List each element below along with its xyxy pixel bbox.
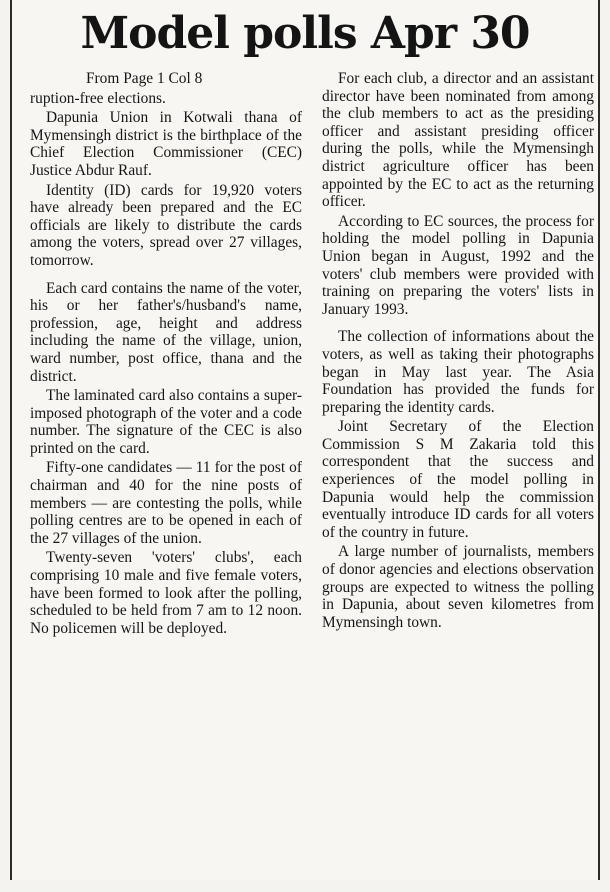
continuation-line: From Page 1 Col 8 [86,70,203,87]
paragraph: Identity (ID) cards for 19,920 voters have already been prepared and the EC officials are likely to distribute the cards among the voters, spread over 27 villages, tomorrow. [30,181,302,269]
paragraph: ruption-free elections. [30,89,166,107]
paragraph: According to EC sources, the process for holding the model polling in Dapunia Union began in August, 1992 and the voters' club members were provided with training on preparing the voters' lists in January 1993. [322,212,594,318]
paragraph: Twenty-seven 'voters' clubs', each comprising 10 male and five female voters, have been formed to look after the polling, scheduled to be held from 7 am to 12 noon. No policemen will be deployed. [30,549,302,637]
paragraph: For each club, a director and an assistant director have been nominated from among the club members to act as the presiding officer and assistant presiding officer during the polls, while the Mymensingh district agriculture officer has been appointed by the EC to act as the returning officer. [322,70,594,211]
paragraph: Dapunia Union in Kotwali thana of Mymensingh district is the birthplace of the Chief Election Commissioner (CEC) Justice Abdur Rauf. [30,109,302,179]
paragraph: The collection of informations about the voters, as well as taking their photographs began in May last year. The Asia Foundation has provided the funds for preparing the identity cards. [322,328,594,416]
paragraph: A large number of journalists, members of donor agencies and elections observation groups are expected to witness the polling in Dapunia, about seven kilometres from Mymensingh town. [322,543,594,631]
paragraph: Fifty-one candidates — 11 for the post of chairman and 40 for the nine posts of members — are contesting the polls, while polling centres are to be opened in each of the 27 villages of the union. [30,459,302,547]
paragraph: Joint Secretary of the Election Commission S M Zakaria told this correspondent that the success and experiences of the model polling in Dapunia would help the commission eventually introduce ID cards for all voters of the country in future. [322,418,594,541]
paragraph: The laminated card also contains a super-imposed photograph of the voter and a code number. The signature of the CEC is also printed on the card. [30,387,302,457]
article-column-right [322,70,594,631]
article-column-left [30,70,302,637]
newspaper-clipping [10,0,600,880]
paragraph: Each card contains the name of the voter, his or her father's/husband's name, profession, age, height and address including the name of the village, union, ward number, post office, thana and the district. [30,279,302,385]
headline: Model polls Apr 30 [80,8,530,59]
